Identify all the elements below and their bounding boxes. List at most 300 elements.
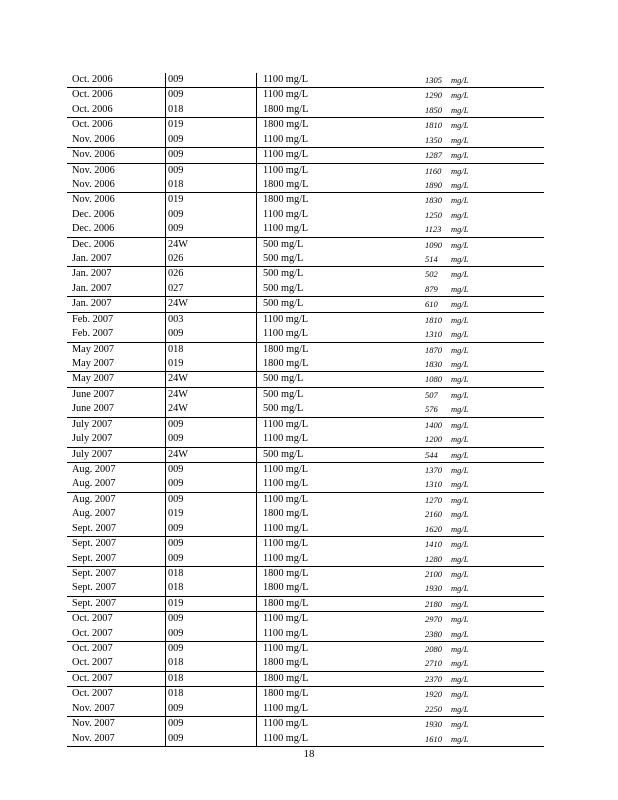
reported-value-cell (423, 387, 544, 402)
reported-value: 1287 (425, 150, 442, 161)
table-row (67, 237, 544, 252)
table-row (67, 462, 544, 477)
reported-value: 1870 (425, 344, 442, 355)
reported-value: 2710 (425, 658, 442, 669)
reported-unit: mg/L (451, 719, 469, 730)
limit-cell: 1100 mg/L (257, 88, 424, 103)
reported-unit: mg/L (451, 283, 469, 294)
reported-value: 1250 (425, 209, 442, 220)
reported-value: 544 (425, 449, 438, 460)
table-row (67, 297, 544, 312)
table-row (67, 178, 544, 193)
reported-value: 610 (425, 299, 438, 310)
date-cell: Jan. 2007 (72, 268, 112, 280)
date-cell: Nov. 2006 (67, 148, 166, 163)
table-row (67, 148, 544, 163)
reported-value-cell (423, 537, 544, 552)
reported-value: 1930 (425, 583, 442, 594)
reported-value: 1270 (425, 494, 442, 505)
reported-unit: mg/L (451, 553, 469, 564)
outfall-cell: 019 (166, 596, 257, 611)
reported-unit: mg/L (451, 733, 469, 744)
reported-value: 1830 (425, 359, 442, 370)
outfall-cell: 009 (166, 432, 257, 447)
reported-unit: mg/L (451, 583, 469, 594)
reported-value: 1090 (425, 239, 442, 250)
reported-value-cell (423, 717, 544, 732)
reported-unit: mg/L (451, 329, 469, 340)
limit-cell: 500 mg/L (257, 282, 424, 297)
table-row (67, 671, 544, 686)
outfall-cell: 003 (166, 312, 257, 327)
violations-table (67, 73, 544, 747)
outfall-cell: 009 (166, 612, 257, 627)
outfall-cell: 009 (166, 73, 257, 88)
reported-value-cell (423, 327, 544, 342)
reported-unit: mg/L (451, 195, 469, 206)
reported-value-cell (423, 656, 544, 671)
reported-unit: mg/L (451, 104, 469, 115)
reported-unit: mg/L (451, 464, 469, 475)
reported-value-cell (423, 596, 544, 611)
reported-unit: mg/L (451, 509, 469, 520)
outfall-cell: 009 (166, 492, 257, 507)
date-cell: Nov. 2007 (67, 732, 166, 747)
table-row (67, 552, 544, 567)
limit-cell: 1100 mg/L (257, 327, 424, 342)
limit-cell: 1800 mg/L (257, 671, 424, 686)
reported-value: 1850 (425, 104, 442, 115)
reported-value-cell (423, 103, 544, 118)
date-cell: July 2007 (67, 432, 166, 447)
date-cell: Dec. 2006 (72, 238, 115, 250)
table-row (67, 447, 544, 462)
reported-value-cell (423, 372, 544, 387)
reported-value-cell (423, 492, 544, 507)
table-row (67, 387, 544, 402)
reported-value: 1410 (425, 539, 442, 550)
reported-unit: mg/L (451, 598, 469, 609)
limit-cell: 500 mg/L (257, 267, 424, 282)
reported-value-cell (423, 507, 544, 521)
date-cell: Jan. 2007 (67, 252, 166, 267)
outfall-cell: 009 (166, 222, 257, 237)
table-row (67, 357, 544, 372)
table-row (67, 103, 544, 118)
reported-value: 1280 (425, 553, 442, 564)
limit-cell: 1100 mg/L (257, 642, 424, 657)
table-row (67, 566, 544, 581)
outfall-cell: 018 (166, 656, 257, 671)
date-cell: Oct. 2007 (72, 643, 113, 655)
reported-value: 1200 (425, 434, 442, 445)
table-row (67, 133, 544, 148)
outfall-cell: 018 (166, 687, 257, 702)
reported-value-cell (423, 193, 544, 208)
limit-cell: 1100 mg/L (257, 717, 424, 732)
table-row (67, 596, 544, 611)
outfall-cell: 009 (166, 327, 257, 342)
reported-value: 514 (425, 254, 438, 265)
date-cell: Feb. 2007 (67, 327, 166, 342)
limit-cell: 1100 mg/L (257, 432, 424, 447)
date-cell: Oct. 2007 (67, 627, 166, 642)
reported-value-cell (423, 357, 544, 372)
table-row (67, 732, 544, 747)
reported-value-cell (423, 342, 544, 357)
page-number: 18 (303, 748, 315, 760)
outfall-cell: 24W (166, 237, 257, 252)
outfall-cell: 009 (166, 552, 257, 567)
date-cell: Sept. 2007 (67, 596, 166, 611)
table-row (67, 687, 544, 702)
outfall-cell: 019 (166, 193, 257, 208)
reported-value: 2080 (425, 644, 442, 655)
table-row (67, 581, 544, 596)
limit-cell: 1100 mg/L (257, 462, 424, 477)
reported-value: 1080 (425, 374, 442, 385)
date-cell: Oct. 2006 (67, 73, 166, 88)
outfall-cell: 009 (166, 627, 257, 642)
reported-unit: mg/L (451, 658, 469, 669)
reported-unit: mg/L (451, 568, 469, 579)
reported-unit: mg/L (451, 90, 469, 101)
table-row (67, 612, 544, 627)
reported-value: 576 (425, 404, 438, 415)
limit-cell: 1100 mg/L (257, 208, 424, 222)
reported-value-cell (423, 163, 544, 178)
limit-cell: 1100 mg/L (257, 417, 424, 432)
limit-cell: 1800 mg/L (257, 178, 424, 193)
outfall-cell: 009 (166, 717, 257, 732)
limit-cell: 1100 mg/L (257, 163, 424, 178)
table-row (67, 477, 544, 492)
reported-value-cell (423, 73, 544, 88)
date-cell: Nov. 2007 (72, 718, 115, 730)
reported-value-cell (423, 671, 544, 686)
outfall-cell: 018 (166, 581, 257, 596)
date-cell: Nov. 2006 (72, 164, 115, 176)
reported-value-cell (423, 702, 544, 717)
reported-unit: mg/L (451, 644, 469, 655)
table-row (67, 342, 544, 357)
reported-value-cell (423, 612, 544, 627)
limit-cell: 1100 mg/L (257, 133, 424, 148)
limit-cell: 1100 mg/L (257, 537, 424, 552)
date-cell: Oct. 2007 (72, 613, 113, 625)
outfall-cell: 009 (166, 148, 257, 163)
date-cell: Aug. 2007 (72, 493, 116, 505)
reported-unit: mg/L (451, 359, 469, 370)
limit-cell: 1100 mg/L (257, 627, 424, 642)
table-row (67, 537, 544, 552)
date-cell: June 2007 (72, 388, 115, 400)
table-row (67, 252, 544, 267)
reported-unit: mg/L (451, 239, 469, 250)
date-cell: Dec. 2006 (67, 222, 166, 237)
outfall-cell: 026 (166, 252, 257, 267)
table-body (67, 73, 544, 746)
reported-unit: mg/L (451, 120, 469, 131)
date-cell: May 2007 (67, 357, 166, 372)
reported-value: 1920 (425, 689, 442, 700)
reported-value-cell (423, 297, 544, 312)
reported-value: 2160 (425, 509, 442, 520)
reported-unit: mg/L (451, 75, 469, 85)
outfall-cell: 018 (166, 342, 257, 357)
reported-unit: mg/L (451, 209, 469, 220)
reported-value-cell (423, 687, 544, 702)
limit-cell: 1800 mg/L (257, 118, 424, 133)
date-cell: Dec. 2006 (72, 208, 115, 220)
limit-cell: 1800 mg/L (257, 566, 424, 581)
reported-value: 1160 (425, 165, 442, 176)
limit-cell: 500 mg/L (257, 237, 424, 252)
reported-value: 1310 (425, 329, 442, 340)
outfall-cell: 018 (166, 103, 257, 118)
limit-cell: 1800 mg/L (257, 357, 424, 372)
reported-value-cell (423, 312, 544, 327)
reported-unit: mg/L (451, 479, 469, 490)
limit-cell: 1800 mg/L (257, 656, 424, 671)
reported-value-cell (423, 432, 544, 447)
reported-unit: mg/L (451, 689, 469, 700)
limit-cell: 1800 mg/L (257, 687, 424, 702)
reported-value: 1830 (425, 195, 442, 206)
reported-value-cell (423, 732, 544, 747)
reported-value-cell (423, 282, 544, 297)
date-cell: Feb. 2007 (72, 313, 114, 325)
reported-value-cell (423, 237, 544, 252)
outfall-cell: 009 (166, 642, 257, 657)
date-cell: Sept. 2007 (72, 538, 117, 550)
table-row (67, 193, 544, 208)
limit-cell: 1800 mg/L (257, 342, 424, 357)
reported-value-cell (423, 118, 544, 133)
reported-value-cell (423, 417, 544, 432)
reported-unit: mg/L (451, 523, 469, 534)
table-row (67, 267, 544, 282)
date-cell: May 2007 (67, 372, 166, 387)
outfall-cell: 24W (166, 372, 257, 387)
reported-unit: mg/L (451, 374, 469, 385)
reported-unit: mg/L (451, 419, 469, 430)
date-cell: Oct. 2006 (72, 89, 113, 101)
limit-cell: 500 mg/L (257, 252, 424, 267)
date-cell: Oct. 2007 (72, 688, 113, 700)
date-cell: July 2007 (67, 447, 166, 462)
outfall-cell: 009 (166, 88, 257, 103)
limit-cell: 500 mg/L (257, 387, 424, 402)
reported-unit: mg/L (451, 165, 469, 176)
reported-unit: mg/L (451, 434, 469, 445)
reported-unit: mg/L (451, 254, 469, 265)
limit-cell: 1800 mg/L (257, 507, 424, 521)
date-cell: Aug. 2007 (72, 463, 116, 475)
table-row (67, 73, 544, 88)
reported-value: 1810 (425, 314, 442, 325)
reported-unit: mg/L (451, 449, 469, 460)
reported-value-cell (423, 178, 544, 193)
reported-value-cell (423, 148, 544, 163)
limit-cell: 1100 mg/L (257, 222, 424, 237)
limit-cell: 1100 mg/L (257, 477, 424, 492)
table-row (67, 402, 544, 417)
date-cell: July 2007 (72, 418, 113, 430)
table-row (67, 417, 544, 432)
date-cell: May 2007 (72, 343, 115, 355)
table-row (67, 88, 544, 103)
outfall-cell: 24W (166, 387, 257, 402)
date-cell: Oct. 2007 (67, 656, 166, 671)
limit-cell: 1800 mg/L (257, 596, 424, 611)
outfall-cell: 009 (166, 477, 257, 492)
reported-value: 507 (425, 389, 438, 400)
reported-unit: mg/L (451, 224, 469, 235)
reported-unit: mg/L (451, 314, 469, 325)
reported-value-cell (423, 447, 544, 462)
date-cell: Nov. 2006 (67, 178, 166, 193)
outfall-cell: 009 (166, 462, 257, 477)
limit-cell: 1100 mg/L (257, 148, 424, 163)
limit-cell: 1800 mg/L (257, 103, 424, 118)
outfall-cell: 018 (166, 566, 257, 581)
date-cell: Aug. 2007 (72, 508, 116, 520)
outfall-cell: 026 (166, 267, 257, 282)
table-row (67, 656, 544, 671)
reported-value: 1123 (425, 224, 442, 235)
date-cell: Sept. 2007 (67, 552, 166, 567)
date-cell: Nov. 2006 (67, 133, 166, 148)
table-row (67, 282, 544, 297)
reported-value-cell (423, 462, 544, 477)
limit-cell: 1100 mg/L (257, 522, 424, 537)
table-row (67, 522, 544, 537)
reported-value-cell (423, 267, 544, 282)
table-row (67, 492, 544, 507)
outfall-cell: 009 (166, 163, 257, 178)
reported-value: 2250 (425, 703, 442, 714)
table-row (67, 372, 544, 387)
limit-cell: 500 mg/L (257, 297, 424, 312)
reported-value: 1930 (425, 719, 442, 730)
table-row (67, 432, 544, 447)
reported-unit: mg/L (451, 344, 469, 355)
table-row (67, 208, 544, 222)
limit-cell: 1100 mg/L (257, 73, 424, 88)
outfall-cell: 018 (166, 671, 257, 686)
limit-cell: 1100 mg/L (257, 492, 424, 507)
reported-value: 1350 (425, 134, 442, 145)
reported-value: 2380 (425, 628, 442, 639)
date-cell: Sept. 2007 (67, 581, 166, 596)
table-row (67, 717, 544, 732)
reported-unit: mg/L (451, 404, 469, 415)
limit-cell: 1100 mg/L (257, 732, 424, 747)
limit-cell: 500 mg/L (257, 447, 424, 462)
reported-value: 1890 (425, 179, 442, 190)
reported-value-cell (423, 522, 544, 537)
reported-value-cell (423, 402, 544, 417)
limit-cell: 1100 mg/L (257, 552, 424, 567)
reported-value-cell (423, 627, 544, 642)
reported-unit: mg/L (451, 389, 469, 400)
outfall-cell: 027 (166, 282, 257, 297)
reported-unit: mg/L (451, 673, 469, 684)
reported-value: 1310 (425, 479, 442, 490)
reported-unit: mg/L (451, 628, 469, 639)
outfall-cell: 24W (166, 447, 257, 462)
reported-unit: mg/L (451, 703, 469, 714)
date-cell: Jan. 2007 (67, 297, 166, 312)
outfall-cell: 24W (166, 297, 257, 312)
reported-value: 2100 (425, 568, 442, 579)
reported-value-cell (423, 642, 544, 657)
reported-value-cell (423, 566, 544, 581)
table-row (67, 627, 544, 642)
reported-value: 1305 (425, 75, 442, 85)
reported-value-cell (423, 88, 544, 103)
outfall-cell: 009 (166, 732, 257, 747)
reported-value-cell (423, 252, 544, 267)
reported-value: 1370 (425, 464, 442, 475)
outfall-cell: 018 (166, 178, 257, 193)
limit-cell: 1100 mg/L (257, 312, 424, 327)
reported-value: 2180 (425, 598, 442, 609)
date-cell: Nov. 2007 (67, 702, 166, 717)
reported-unit: mg/L (451, 614, 469, 625)
reported-value: 502 (425, 269, 438, 280)
date-cell: Oct. 2007 (67, 671, 166, 686)
date-cell: Sept. 2007 (67, 522, 166, 537)
date-cell: Jan. 2007 (67, 282, 166, 297)
reported-unit: mg/L (451, 299, 469, 310)
table-row (67, 312, 544, 327)
date-cell: Oct. 2006 (67, 103, 166, 118)
limit-cell: 500 mg/L (257, 402, 424, 417)
reported-value: 1620 (425, 523, 442, 534)
reported-value: 1290 (425, 90, 442, 101)
table-row (67, 507, 544, 521)
limit-cell: 1800 mg/L (257, 193, 424, 208)
reported-unit: mg/L (451, 134, 469, 145)
date-cell: Oct. 2006 (72, 119, 113, 131)
limit-cell: 1800 mg/L (257, 581, 424, 596)
reported-value: 879 (425, 283, 438, 294)
outfall-cell: 019 (166, 357, 257, 372)
reported-value-cell (423, 552, 544, 567)
outfall-cell: 009 (166, 417, 257, 432)
date-cell: June 2007 (67, 402, 166, 417)
limit-cell: 1100 mg/L (257, 612, 424, 627)
limit-cell: 1100 mg/L (257, 702, 424, 717)
reported-unit: mg/L (451, 179, 469, 190)
reported-value-cell (423, 208, 544, 222)
reported-value: 1400 (425, 419, 442, 430)
table-row (67, 642, 544, 657)
outfall-cell: 009 (166, 208, 257, 222)
reported-value: 2970 (425, 614, 442, 625)
outfall-cell: 009 (166, 702, 257, 717)
outfall-cell: 009 (166, 133, 257, 148)
outfall-cell: 019 (166, 118, 257, 133)
table-row (67, 118, 544, 133)
reported-value-cell (423, 581, 544, 596)
outfall-cell: 009 (166, 537, 257, 552)
limit-cell: 500 mg/L (257, 372, 424, 387)
reported-value: 2370 (425, 673, 442, 684)
outfall-cell: 019 (166, 507, 257, 521)
